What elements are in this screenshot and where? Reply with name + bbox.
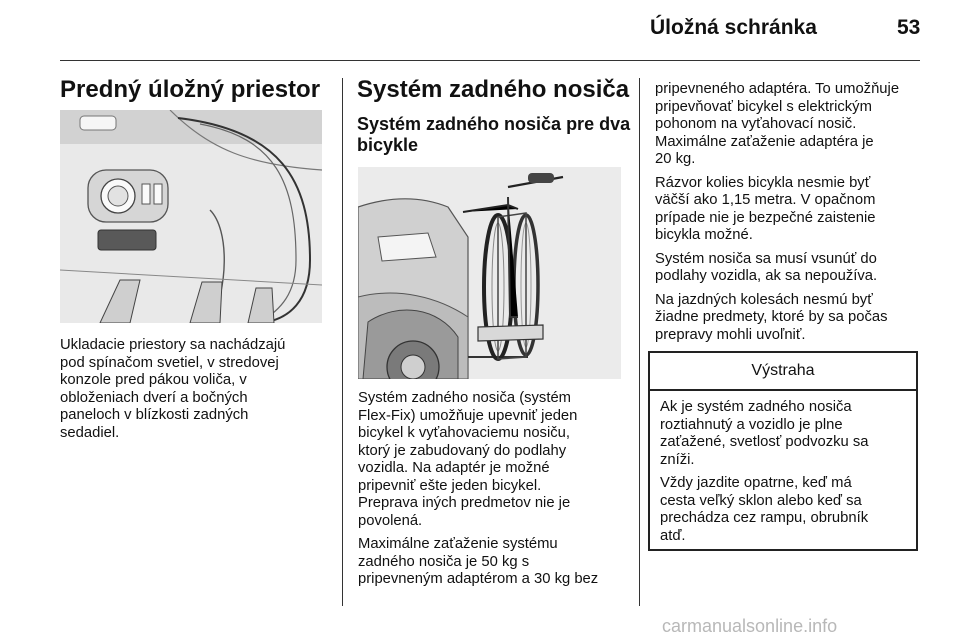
body-line: pod spínačom svetiel, v stredovej <box>60 354 279 371</box>
body-line: väčší ako 1,15 metra. V opačnom <box>655 192 876 208</box>
body-line: prepravy mohli uvoľniť. <box>655 326 806 343</box>
header-rule <box>60 60 920 61</box>
body-line: žiadne predmety, ktoré by sa počas <box>655 309 888 325</box>
body-line: Preprava iných predmetov nie je <box>358 495 571 511</box>
dashboard-illustration-svg <box>60 110 322 323</box>
body-line: Ak je systém zadného nosiča <box>660 399 852 415</box>
body-line: povolená. <box>358 512 423 529</box>
warning-body <box>650 391 916 545</box>
left-column <box>60 76 330 104</box>
body-line: zníži. <box>660 451 695 468</box>
page-header-title: Úložná schránka <box>650 16 817 39</box>
right-paragraph-1 <box>655 81 925 169</box>
body-line: ktorý je zabudovaný do podlahy <box>358 442 567 459</box>
body-line: pripevneného adaptéra. To umožňuje <box>655 81 900 97</box>
warning-paragraph-2 <box>660 475 908 545</box>
warning-title: Výstraha <box>650 353 916 391</box>
body-line: pripevniť ešte jeden bicykel. <box>358 477 542 494</box>
watermark: carmanualsonline.info <box>662 616 838 636</box>
subheading-two-bicycles <box>357 114 632 156</box>
right-column-text <box>655 81 925 350</box>
body-line: 20 kg. <box>655 151 696 167</box>
rear-carrier-paragraph-2 <box>358 536 634 589</box>
body-line: prípade nie je bezpečné zaistenie <box>655 209 876 226</box>
body-line: zaťažené, svetlosť podvozku sa <box>660 434 869 450</box>
body-line: paneloch v blízkosti zadných <box>60 407 249 423</box>
body-line: sedadiel. <box>60 424 120 441</box>
dashboard-illustration-icon <box>60 110 322 323</box>
body-line: vozidla. Na adaptér je možné <box>358 460 550 476</box>
front-storage-text <box>60 337 335 442</box>
body-line: pripevňovať bicykel s elektrickým <box>655 98 872 115</box>
body-line: prechádza cez rampu, obrubník <box>660 510 869 526</box>
body-line: bicykla možné. <box>655 227 753 243</box>
body-line: Systém zadného nosiča (systém <box>358 390 572 406</box>
body-line: Vždy jazdite opatrne, keď má <box>660 475 852 491</box>
body-line: Flex-Fix) umožňuje upevniť jeden <box>358 407 578 424</box>
body-line: Na jazdných kolesách nesmú byť <box>655 291 873 308</box>
body-line: cesta veľký sklon alebo keď sa <box>660 492 862 509</box>
body-line: pripevneným adaptérom a 30 kg bez <box>358 571 599 587</box>
warning-box <box>648 351 918 551</box>
section-heading-rear-carrier: Systém zadného nosiča <box>357 76 630 103</box>
body-line: konzole pred pákou voliča, v <box>60 372 247 388</box>
body-line: roztiahnutý a vozidlo je plne <box>660 416 843 433</box>
rear-carrier-paragraph-1 <box>358 390 634 530</box>
column-divider-1 <box>342 78 343 606</box>
rear-carrier-text <box>358 390 634 595</box>
page-number: 53 <box>897 16 921 39</box>
body-line: bicykel k vyťahovaciemu nosiču, <box>358 425 570 441</box>
body-line: Maximálne zaťaženie systému <box>358 536 558 552</box>
warning-paragraph-1 <box>660 399 908 469</box>
body-line: Systém nosiča sa musí vsunúť do <box>655 250 877 267</box>
right-paragraph-4 <box>655 292 925 345</box>
subheading-line: bicykle <box>357 135 419 155</box>
body-line: Rázvor kolies bicykla nesmie byť <box>655 174 871 191</box>
middle-column <box>357 76 632 156</box>
bicycle-carrier-illustration-svg <box>358 167 621 379</box>
body-line: Ukladacie priestory sa nachádzajú <box>60 337 286 353</box>
body-line: podlahy vozidla, ak sa nepoužíva. <box>655 268 878 284</box>
column-divider-2 <box>639 78 640 606</box>
section-heading-front-storage: Predný úložný priestor <box>60 76 321 103</box>
body-line: Maximálne zaťaženie adaptéra je <box>655 133 874 150</box>
body-line: obloženiach dverí a bočných <box>60 389 248 406</box>
bicycle-carrier-illustration-icon <box>358 167 621 379</box>
body-line: pohonom na vyťahovací nosič. <box>655 116 857 132</box>
body-line: zadného nosiča je 50 kg s <box>358 553 530 570</box>
body-line: atď. <box>660 527 686 544</box>
subheading-line: Systém zadného nosiča pre dva <box>357 114 631 134</box>
right-paragraph-3 <box>655 251 925 286</box>
right-paragraph-2 <box>655 175 925 245</box>
